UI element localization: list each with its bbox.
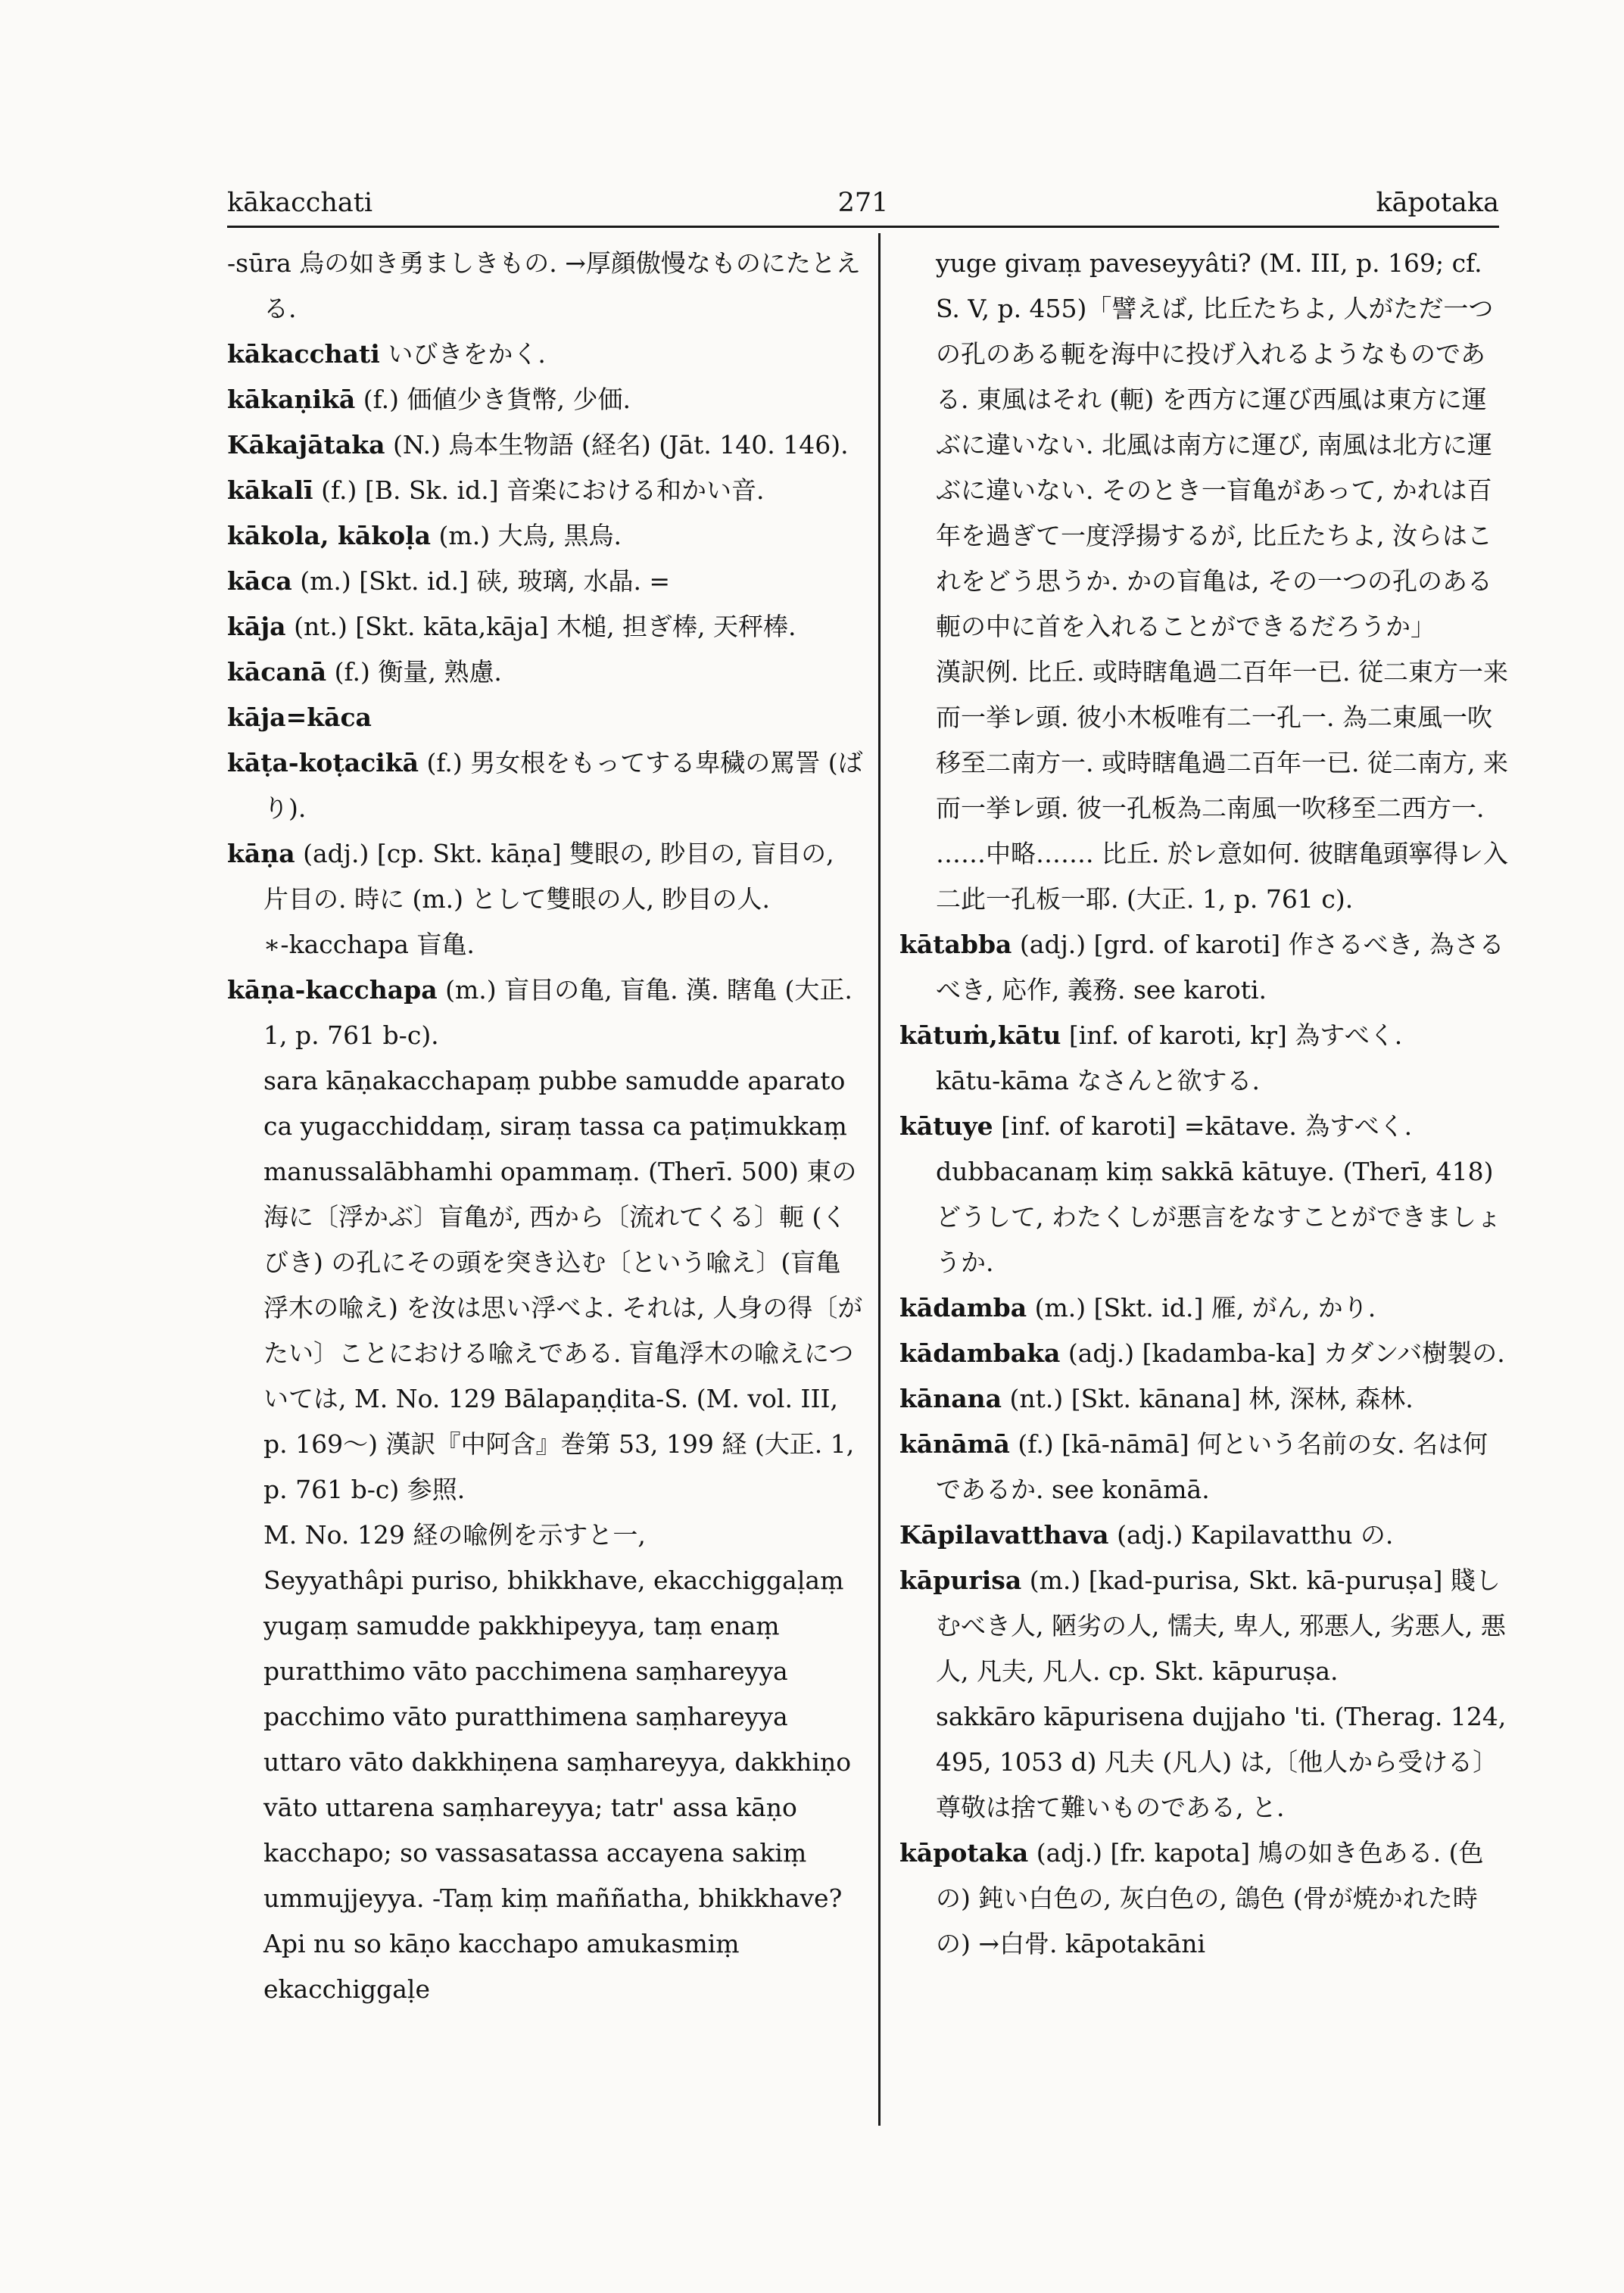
entry-definition: -sūra 烏の如き勇ましきもの. →厚顔傲慢なものにたとえる.	[227, 248, 861, 323]
entry-continuation	[899, 650, 1509, 922]
headword: kākalī	[227, 475, 313, 505]
column-divider	[878, 233, 881, 2126]
entry-definition: (nt.) [Skt. kānana] 林, 深林, 森林.	[1002, 1384, 1414, 1413]
entry-definition: [inf. of karoti] =kātave. 為すべく. dubbacanaṃ kiṃ sakkā kātuye. (Therī, 418) どうして, わたくしが悪言をなすことができましょうか.	[936, 1111, 1501, 1277]
entry-definition: (m.) 大烏, 黒烏.	[431, 521, 622, 550]
right-column	[899, 241, 1509, 1967]
dictionary-entry	[227, 650, 863, 695]
entry-definition: (m.) [kad-purisa, Skt. kā-puruṣa] 賤しむべき人, 陋劣の人, 懦夫, 卑人, 邪悪人, 劣悪人, 悪人, 凡夫, 凡人. cp. Skt. kāpuruṣa.	[936, 1566, 1506, 1686]
headword: kātabba	[899, 930, 1012, 959]
headword: kāṇa	[227, 839, 295, 868]
dictionary-entry	[227, 377, 863, 422]
entry-continuation	[227, 1513, 863, 1558]
headword: Kākajātaka	[227, 430, 385, 460]
dictionary-entry	[227, 604, 863, 650]
entry-definition: (adj.) [cp. Skt. kāṇa] 雙眼の, 眇目の, 盲目の, 片目の. 時に (m.) として雙眼の人, 眇目の人.	[263, 839, 834, 914]
headword: kādamba	[899, 1293, 1027, 1323]
dictionary-entry	[899, 1558, 1509, 1694]
dictionary-entry	[899, 1331, 1509, 1376]
entry-definition: (N.) 烏本生物語 (経名) (Jāt. 140. 146).	[385, 430, 849, 460]
entry-definition: Seyyathâpi puriso, bhikkhave, ekacchiggaḷaṃ yugaṃ samudde pakkhipeyya, taṃ enaṃ puratthimo vāto pacchimena saṃhareyya pacchimo vāto puratthimena saṃhareyya uttaro vāto dakkhiṇena saṃhareyya, dakkhiṇo vāto uttarena saṃhareyya; tatr' assa kāṇo kacchapo; so vassasatassa accayena sakiṃ ummujjeyya. -Taṃ kiṃ maññatha, bhikkhave? Api nu so kāṇo kacchapo amukasmiṃ ekacchiggaḷe	[263, 1566, 852, 2004]
dictionary-entry	[899, 1422, 1509, 1513]
entry-definition: (f.) 価値少き貨幣, 少価.	[355, 385, 631, 414]
entry-definition: (nt.) [Skt. kāta,kāja] 木槌, 担ぎ棒, 天秤棒.	[285, 612, 796, 641]
dictionary-entry	[227, 740, 863, 831]
entry-definition: (m.) 盲目の亀, 盲亀. 漢. 瞎亀 (大正. 1, p. 761 b-c).	[263, 975, 853, 1050]
dictionary-entry	[227, 468, 863, 513]
page-number: 271	[837, 188, 889, 218]
entry-definition: sara kāṇakacchapaṃ pubbe samudde aparato ca yugacchiddaṃ, siraṃ tassa ca paṭimukkaṃ manussalābhamhi opammaṃ. (Therī. 500) 東の海に〔浮かぶ〕盲亀が, 西から〔流れてくる〕軛 (くびき) の孔にその頭を突き込む〔という喩え〕(盲亀浮木の喩え) を汝は思い浮べよ. それは, 人身の得〔がたい〕ことにおける喩えである. 盲亀浮木の喩えについては, M. No. 129 Bālapaṇḍita-S. (M. vol. III, p. 169〜) 漢訳『中阿含』巻第 53, 199 経 (大正. 1, p. 761 b-c) 参照.	[263, 1066, 863, 1504]
headword: kāpurisa	[899, 1566, 1022, 1595]
entry-definition: (m.) [Skt. id.] 雁, がん, かり.	[1027, 1293, 1376, 1323]
dictionary-entry	[899, 1830, 1509, 1967]
headword: kānāmā	[899, 1429, 1010, 1459]
entry-definition: (m.) [Skt. id.] 硖, 玻璃, 水晶. =	[291, 566, 671, 596]
dictionary-entry	[227, 695, 863, 740]
headword: kāpotaka	[899, 1838, 1029, 1868]
dictionary-entry	[899, 922, 1509, 1013]
entry-continuation	[227, 1058, 863, 1513]
headword: kākola, kākoḷa	[227, 521, 432, 550]
dictionary-entry	[899, 1285, 1509, 1331]
dictionary-entry	[899, 1104, 1509, 1285]
dictionary-entry	[899, 1013, 1509, 1058]
entry-definition: (adj.) [fr. kapota] 鳩の如き色ある. (色の) 鈍い白色の, 灰白色の, 鴿色 (骨が焼かれた時の) →白骨. kāpotakāni	[936, 1838, 1484, 1958]
dictionary-entry	[227, 831, 863, 922]
entry-definition: (f.) [B. Sk. id.] 音楽における和かい音.	[313, 475, 765, 505]
entry-definition: 漢訳例. 比丘. 或時瞎亀過二百年一已. 従二東方一来而一挙レ頭. 彼小木板唯有二一孔一. 為二東風一吹移至二南方一. 或時瞎亀過二百年一已. 従二南方, 来而一挙レ頭. 彼一孔板為二南風一吹移至二西方一. ……中略……. 比丘. 於レ意如何. 彼瞎亀頭寧得レ入二此一孔板一耶. (大正. 1, p. 761 c).	[936, 657, 1508, 914]
headword: kāca	[227, 566, 292, 596]
headword: kāṇa-kacchapa	[227, 975, 438, 1005]
entry-definition: yuge givaṃ paveseyyâti? (M. III, p. 169; cf. S. V, p. 455)「譬えば, 比丘たちよ, 人がただ一つの孔のある軛を海中に投げ入れるようなものである. 東風はそれ (軛) を西方に運び西風は東方に運ぶに違いない. 北風は南方に運び, 南風は北方に運ぶに違いない. そのとき一盲亀があって, かれは百年を過ぎて一度浮揚するが, 比丘たちよ, 汝らはこれをどう思うか. かの盲亀は, その一つの孔のある軛の中に首を入れることができるだろうか」	[936, 248, 1494, 641]
dictionary-entry	[899, 1376, 1509, 1422]
entry-definition: (f.) [kā-nāmā] 何という名前の女. 名は何であるか. see konāmā.	[936, 1429, 1488, 1504]
entry-definition: (adj.) [grd. of karoti] 作さるべき, 為さるべき, 応作, 義務. see karoti.	[936, 930, 1504, 1005]
left-column	[227, 241, 863, 2012]
headword: kāṭa-koṭacikā	[227, 748, 419, 777]
headword: kāja	[227, 612, 286, 641]
dictionary-entry	[227, 332, 863, 377]
entry-definition: (f.) 男女根をもってする卑穢の罵詈 (ばり).	[263, 748, 863, 823]
entry-continuation	[227, 922, 863, 967]
header-guide-word-left: kākacchati	[227, 188, 373, 218]
entry-definition: M. No. 129 経の喩例を示すと一,	[263, 1520, 646, 1550]
header-guide-word-right: kāpotaka	[1376, 188, 1499, 218]
entry-continuation	[899, 1694, 1509, 1830]
entry-definition: (adj.) Kapilavatthu の.	[1108, 1520, 1394, 1550]
entry-definition: いびきをかく.	[379, 339, 546, 369]
headword: kātuye	[899, 1111, 993, 1141]
entry-continuation	[899, 241, 1509, 650]
headword: kākacchati	[227, 339, 380, 369]
entry-definition: (adj.) [kadamba-ka] カダンバ樹製の.	[1060, 1338, 1505, 1368]
running-head	[227, 180, 1499, 226]
headword: kākaṇikā	[227, 385, 356, 414]
entry-continuation	[227, 1558, 863, 2012]
entry-definition: (f.) 衡量, 熟慮.	[326, 657, 502, 687]
entry-continuation	[899, 1058, 1509, 1104]
entry-definition: ∗-kacchapa 盲亀.	[263, 930, 475, 959]
dictionary-entry	[227, 559, 863, 604]
entry-definition: kātu-kāma なさんと欲する.	[936, 1066, 1260, 1095]
dictionary-entry	[227, 967, 863, 1058]
headword: kāja=kāca	[227, 703, 372, 732]
headword: kātuṁ,kātu	[899, 1020, 1061, 1050]
dictionary-entry	[227, 241, 863, 332]
dictionary-entry	[899, 1513, 1509, 1558]
headword: kānana	[899, 1384, 1002, 1413]
header-rule	[227, 226, 1499, 228]
dictionary-entry	[227, 513, 863, 559]
entry-definition: [inf. of karoti, kṛ] 為すべく.	[1061, 1020, 1403, 1050]
dictionary-entry	[227, 422, 863, 468]
headword: kācanā	[227, 657, 327, 687]
headword: Kāpilavatthava	[899, 1520, 1109, 1550]
entry-definition: sakkāro kāpurisena dujjaho 'ti. (Therag. 124, 495, 1053 d) 凡夫 (凡人) は,〔他人から受ける〕尊敬は捨て難いものである, と.	[936, 1702, 1507, 1822]
headword: kādambaka	[899, 1338, 1061, 1368]
